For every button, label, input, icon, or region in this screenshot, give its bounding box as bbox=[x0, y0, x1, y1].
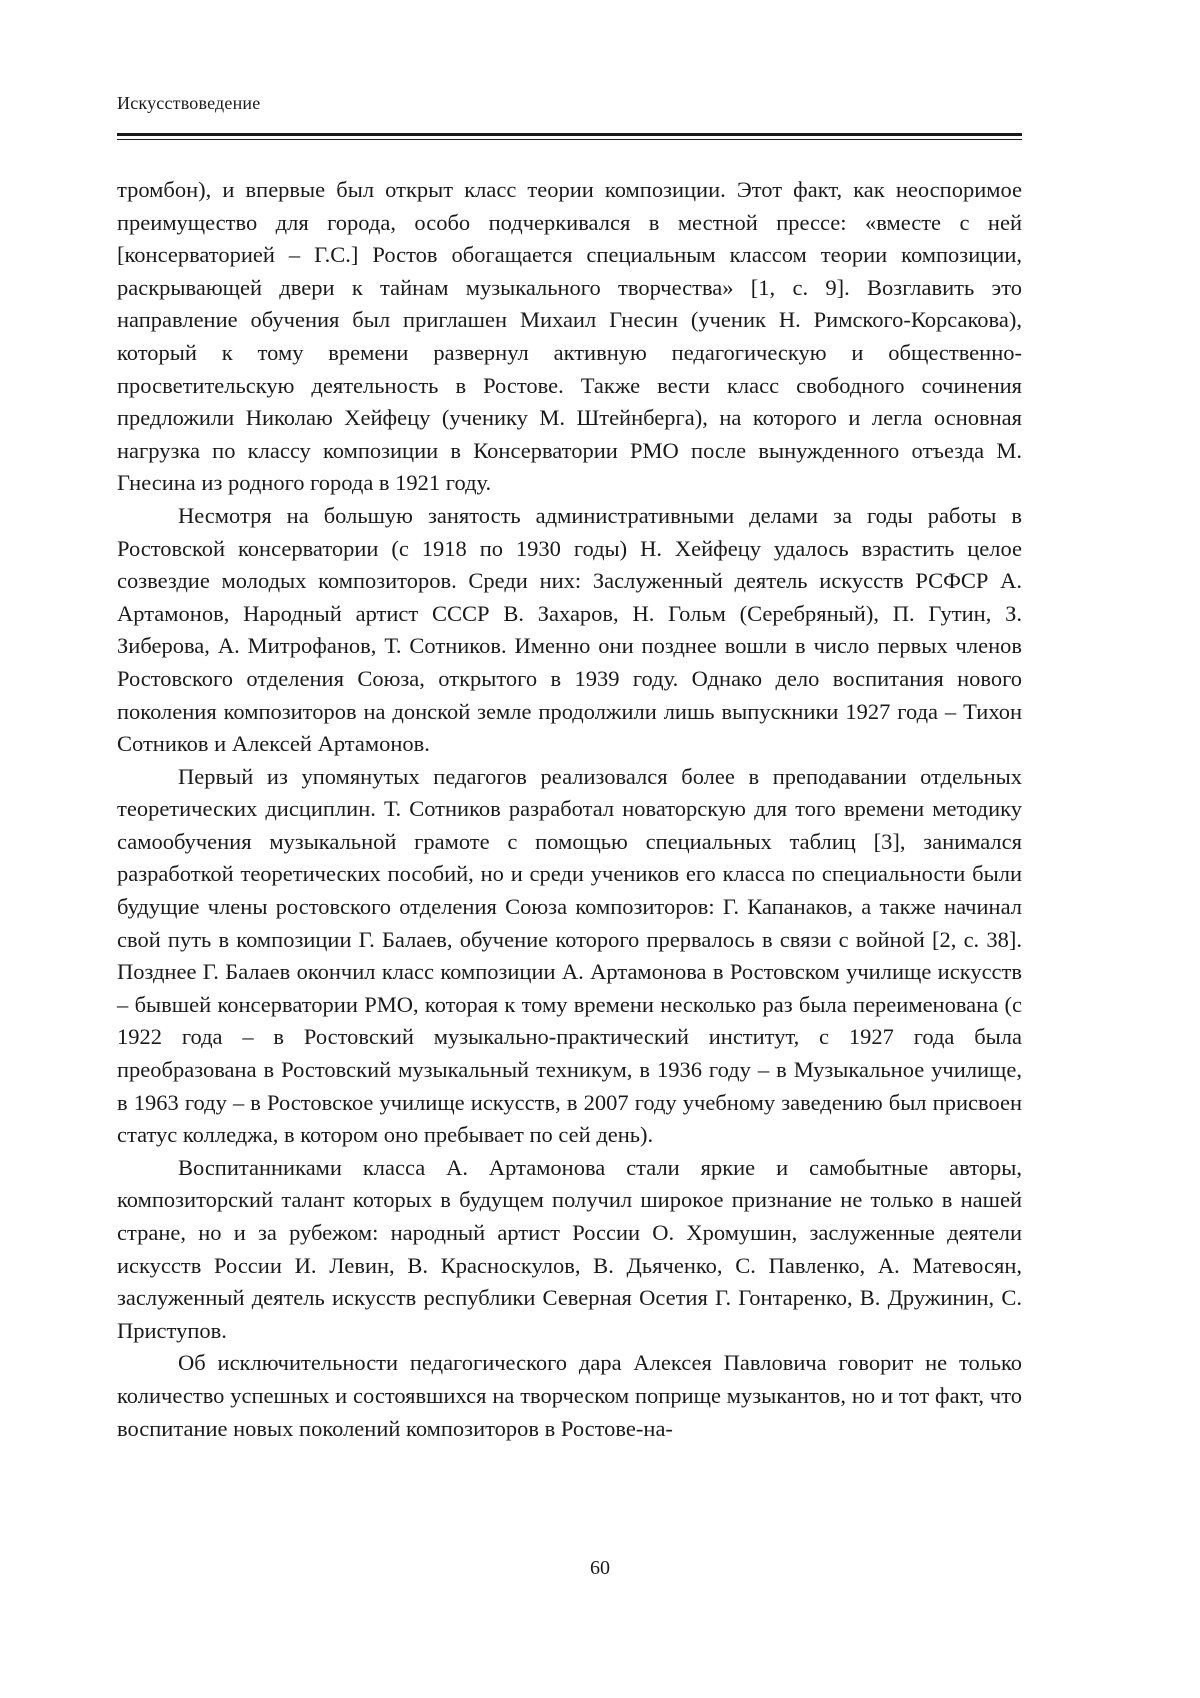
paragraph: Воспитанниками класса А. Артамонова стали яркие и самобытные авторы, композиторский талант которых в будущем получил широкое признание не только в нашей стране, но и за рубежом: народный артист России О. Хромушин, заслуженные деятели искусств России И. Левин, В. Красноскулов, В. Дьяченко, С. Павленко, А. Матевосян, заслуженный деятель искусств республики Северная Осетия Г. Гонтаренко, В. Дружинин, С. Приступов. bbox=[117, 1154, 1022, 1343]
paragraph: Об исключительности педагогического дара Алексея Павловича говорит не только количество успешных и состоявшихся на творческом поприще музыкантов, но и тот факт, что воспитание новых поколений композиторов в Ростове-на- bbox=[117, 1350, 1022, 1441]
paragraph: Несмотря на большую занятость административными делами за годы работы в Ростовской консерватории (с 1918 по 1930 годы) Н. Хейфецу удалось взрастить целое созвездие молодых композиторов. Среди них: Заслуженный деятель искусств РСФСР А. Артамонов, Народный артист СССР В. Захаров, Н. Гольм (Серебряный), П. Гутин, З. Зиберова, А. Митрофанов, Т. Сотников. Именно они позднее вошли в число первых членов Ростовского отделения Союза, открытого в 1939 году. Однако дело воспитания нового поколения композиторов на донской земле продолжили лишь выпускники 1927 года – Тихон Сотников и Алексей Артамонов. bbox=[117, 502, 1022, 757]
running-header: Искусствоведение bbox=[117, 93, 261, 113]
page-number: 60 bbox=[590, 1557, 610, 1579]
header-rule-thin bbox=[117, 139, 1022, 140]
paragraph: Первый из упомянутых педагогов реализовался более в преподавании отдельных теоретических дисциплин. Т. Сотников разработал новаторскую для того времени методику самообучения музыкальной грамоте с помощью специальных таблиц [3], занимался разработкой теоретических пособий, но и среди учеников его класса по специальности были будущие члены ростовского отделения Союза композиторов: Г. Капанаков, а также начинал свой путь в композиции Г. Балаев, обучение которого прервалось в связи с войной [2, с. 38]. Позднее Г. Балаев окончил класс композиции А. Артамонова в Ростовском училище искусств – бывшей консерватории РМО, которая к тому времени несколько раз была переименована (с 1922 года – в Ростовский музыкально-практический институт, с 1927 года была преобразована в Ростовский музыкальный техникум, в 1936 году – в Музыкальное училище, в 1963 году – в Ростовское училище искусств, в 2007 году учебному заведению был присвоен статус колледжа, в котором оно пребывает по сей день). bbox=[117, 763, 1022, 1148]
paragraph-continuation: тромбон), и впервые был открыт класс теории композиции. Этот факт, как неоспоримое преимущество для города, особо подчеркивался в местной прессе: «вместе с ней [консерваторией – Г.С.] Ростов обогащается специальным классом теории композиции, раскрывающей двери к тайнам музыкального творчества» [1, с. 9]. Возглавить это направление обучения был приглашен Михаил Гнесин (ученик Н. Римского-Корсакова), который к тому времени развернул активную педагогическую и общественно-просветительскую деятельность в Ростове. Также вести класс свободного сочинения предложили Николаю Хейфецу (ученику М. Штейнберга), на которого и легла основная нагрузка по классу композиции в Консерватории РМО после вынужденного отъезда М. Гнесина из родного города в 1921 году. bbox=[117, 177, 1022, 496]
header-rule-thick bbox=[117, 133, 1022, 136]
article-body bbox=[117, 174, 1022, 1445]
